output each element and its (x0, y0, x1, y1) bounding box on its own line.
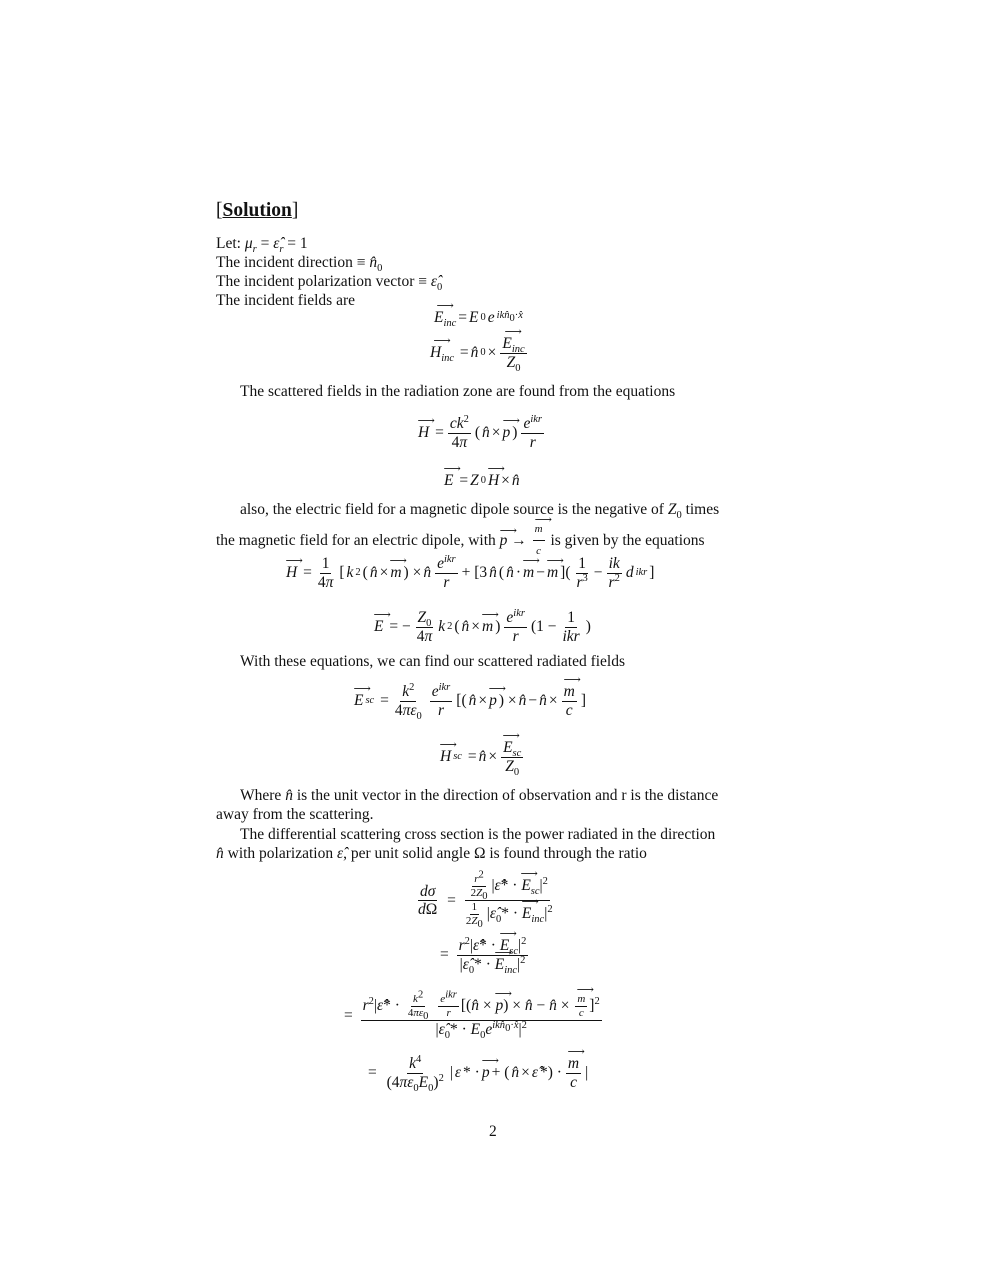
paragraph-where-line-2: away from the scattering. (216, 806, 374, 823)
equation-h-dipole: ⟶ H = $\frac{1}{4\pi}$ [ k 2 ( n̂ × ⟶ m ) × n̂ $\frac{e^{ikr}}{r}$ + [3 n̂ ( n̂ · ⟶ m − ⟶ m ]( $\frac{1}{r^3}$ − $\frac{ik}{r^2}$ d ikr ] (286, 556, 654, 590)
equation-e-incident: ⟶ $E_{inc}$ = E 0 e $ikn̂_0\cdot x̂$ (434, 310, 523, 326)
intro-line-direction: The incident direction ≡ $n̂_0$ (216, 254, 383, 275)
heading-word: Solution (222, 200, 292, 221)
intro-line-fields: The incident fields are (216, 292, 356, 309)
paragraph-cross-line-2: n̂ with polarization ε̂, per unit solid angle Ω is found through the ratio (216, 845, 647, 862)
equation-h-incident: ⟶ $H_{inc}$ = n̂ 0 × ⟶ $\frac{E_{inc}}{Z_0}$ (430, 336, 529, 370)
equation-h-radiation: ⟶ H = $\frac{ck^2}{4\pi}$ ( n̂ × ⟶ p ) $\frac{e^{ikr}}{r}$ (418, 416, 546, 450)
paragraph-scattered-intro: With these equations, we can find our scattered radiated fields (240, 653, 626, 670)
equation-e-dipole: ⟶ E = − $\frac{Z_0}{4\pi}$ k 2 ( n̂ × ⟶ m ) $\frac{e^{ikr}}{r}$ (1 − $\frac{1}{\text{ikr}}$ ) (374, 610, 591, 644)
equation-h-scattered: ⟶ H sc = n̂ × ⟶ $\frac{E_{sc}}{Z_0}$ (440, 740, 525, 774)
equation-e-scattered: ⟶ E sc = $\frac{k^2}{4\pi\varepsilon_0}$ $\frac{e^{ikr}}{r}$ [( n̂ × ⟶ p ) × n̂ − n̂ × ⟶ $\frac{m}{c}$ ] (354, 684, 586, 718)
equation-cross-line-4: = $\frac{k^4}{(4\pi\varepsilon_0E_0)^2}$ | ε * · ⟶ p + ( n̂ × ε̂ *) · ⟶ $\frac{m}{c}$ | (368, 1056, 588, 1090)
section-heading: [Solution] (216, 200, 299, 221)
paragraph-cross-line-1: The differential scattering cross section is the power radiated in the direction (240, 826, 716, 843)
paragraph-dipole-line-2: the magnetic field for an electric dipole, with ⟶ p → ⟶ $\frac{m}{c}$ is given by the equations (216, 520, 705, 561)
paragraph-where-line-1: Where n̂ is the unit vector in the direction of observation and r is the distance (240, 787, 719, 804)
equation-cross-line-1: $\frac{d\sigma}{d\Omega}$ = $\frac{r^2}{2Z_0}$ |ε̂* · ⟶ $E_{sc}|^2$ $\frac{1}{2Z_0}$ $|\varepsilon̂_0*$ · ⟶ $E_{inc}|^2$ (414, 874, 557, 927)
equation-cross-line-2: = $\frac{r^2|\varepsilon̂* \cdot ⟶ E_{sc}|^2}{|\varepsilon̂_0* \cdot ⟶ E_{inc}|^2}$ (440, 938, 530, 972)
intro-line-let: Let: $\mu_r$ = $\varepsilon̂_r = 1$ (216, 235, 308, 256)
paragraph-dipole-line-1: also, the electric field for a magnetic dipole source is the negative of $Z_0$ times (240, 501, 720, 522)
intro-line-polarization: The incident polarization vector ≡ $\varepsilon̂_0$ (216, 273, 443, 294)
equation-e-radiation: ⟶ E = Z 0 ⟶ H × n̂ (444, 473, 520, 489)
paragraph-radiation-zone: The scattered fields in the radiation zone are found from the equations (240, 383, 676, 400)
page-number: 2 (489, 1123, 497, 1140)
equation-cross-line-3: = $r^2|\varepsilon̂*$ · $\frac{k^2}{4\pi\varepsilon_0}$ $\frac{e^{ikr}}{r}$ [(n̂ × ⟶ p) × n̂ − n̂ × ⟶ $\frac{m}{c}$ ]$^2$ $|\varepsilon̂_0* \cdot E_0e^{ikn̂_0\cdot x̂}|^2$ (344, 994, 604, 1038)
